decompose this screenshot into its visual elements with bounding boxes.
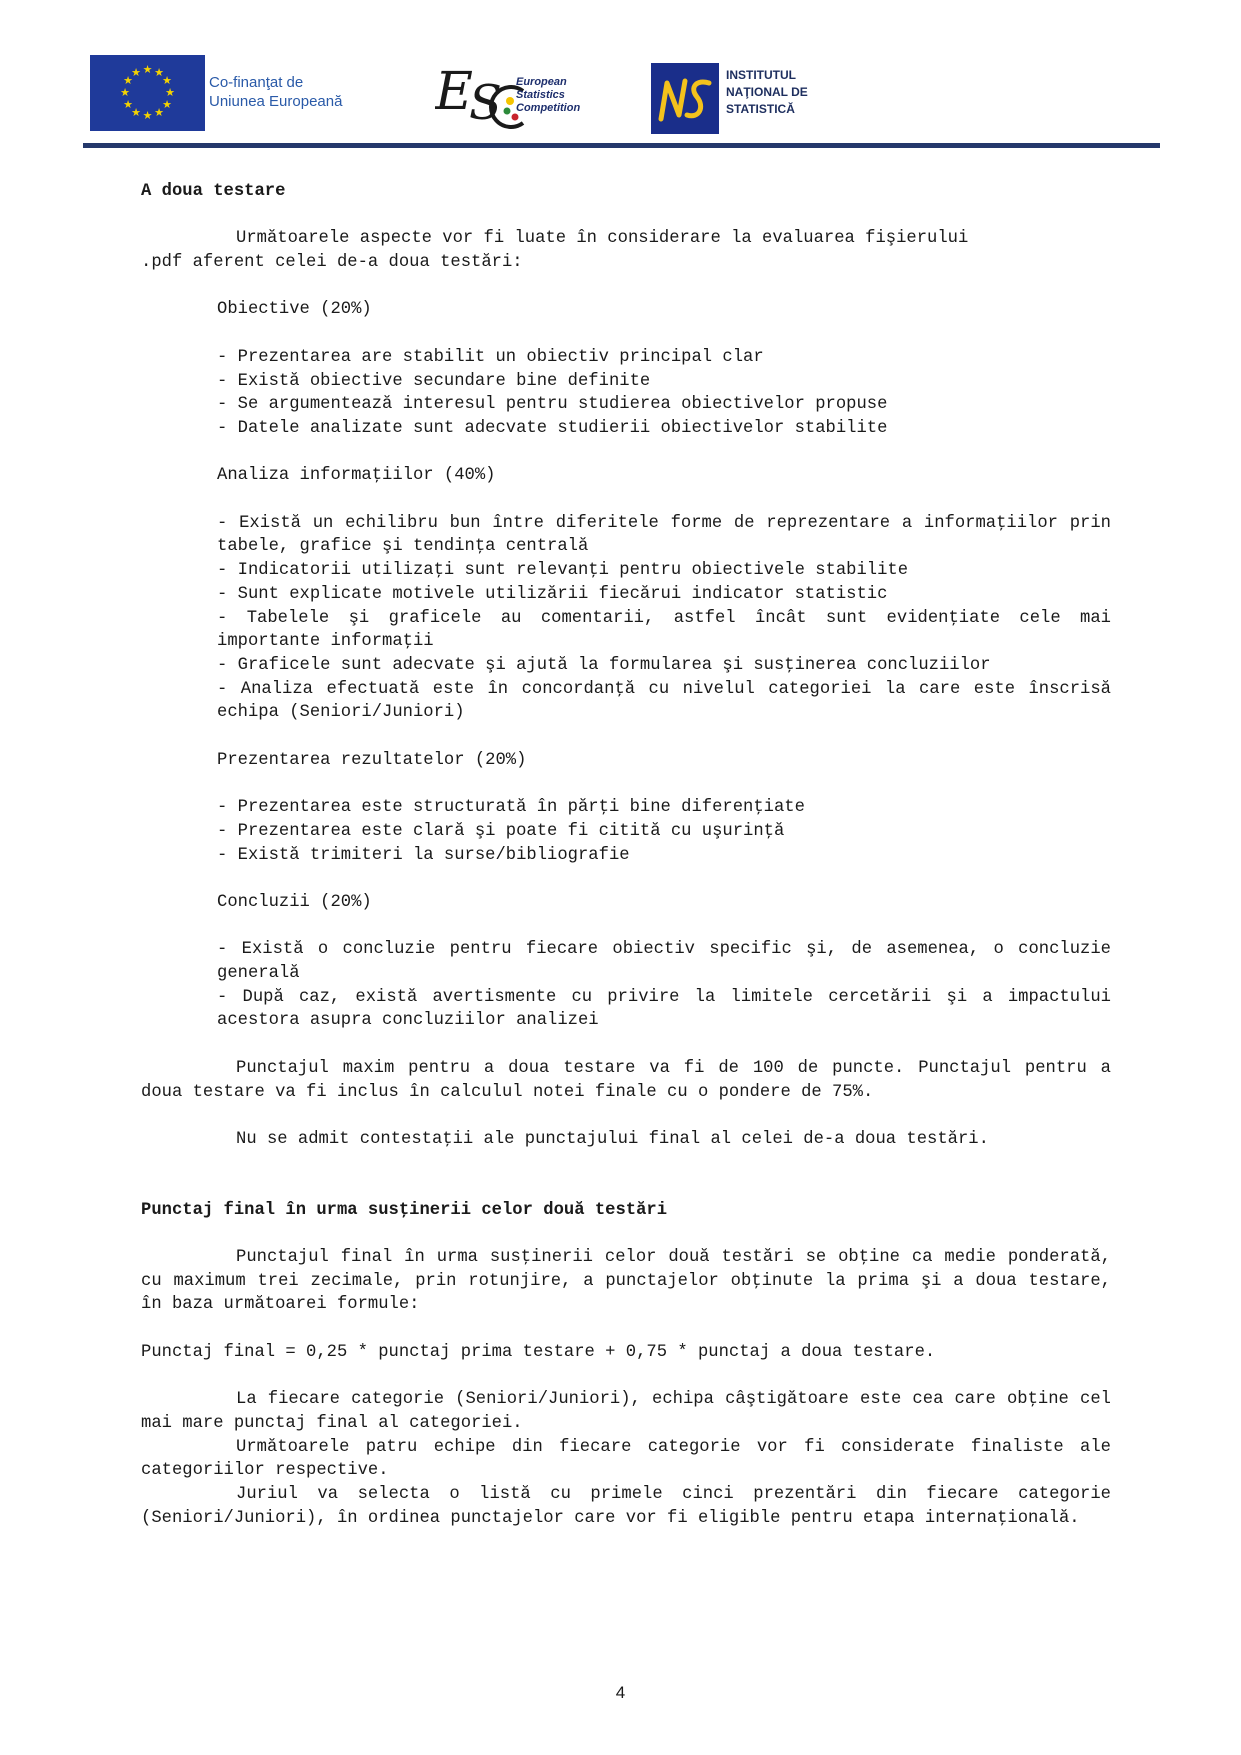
- list-item: - Prezentarea este clară şi poate fi citită cu uşurinţă: [217, 821, 785, 841]
- svg-text:★: ★: [123, 74, 133, 87]
- list-item: - Tabelele şi graficele au comentarii, astfel încât sunt evidenţiate cele mai importante informaţii: [217, 608, 1111, 652]
- svg-text:★: ★: [131, 106, 141, 119]
- esc-caption: [516, 76, 580, 115]
- group-title-objectives: Obiective (20%): [217, 300, 372, 320]
- paragraph-max-score: Punctajul maxim pentru a doua testare va fi de 100 de puncte. Punctajul pentru a doua testare va fi inclus în calculul notei finale cu o pondere de 75%.: [141, 1058, 1111, 1102]
- eu-flag-logo: [90, 55, 205, 131]
- group-title-conclusions: Concluzii (20%): [217, 892, 372, 912]
- svg-text:★: ★: [120, 86, 130, 99]
- list-item: - Sunt explicate motivele utilizării fiecărui indicator statistic: [217, 584, 888, 604]
- document-body: [141, 180, 1111, 1530]
- esc-line2: Statistics: [516, 89, 565, 101]
- list-item: - Graficele sunt adecvate şi ajută la formularea şi susţinerea concluziilor: [217, 655, 991, 675]
- eu-caption-line2: Uniunea Europeană: [209, 93, 343, 110]
- section2-title: Punctaj final în urma susţinerii celor două testări: [141, 1200, 668, 1220]
- list-item: - Indicatorii utilizaţi sunt relevanţi pentru obiectivele stabilite: [217, 561, 909, 581]
- paragraph-jury: Juriul va selecta o listă cu primele cinci prezentări din fiecare categorie (Seniori/Juniori), în ordinea punctajelor care vor fi eligible pentru etapa internaţională.: [141, 1485, 1111, 1528]
- group-title-analysis: Analiza informaţiilor (40%): [217, 466, 496, 486]
- paragraph-finalists: Următoarele patru echipe din fiecare categorie vor fi considerate finaliste ale categoriilor respective.: [141, 1437, 1111, 1481]
- section1-title: A doua testare: [141, 182, 286, 201]
- page-number: 4: [615, 1683, 626, 1702]
- svg-text:S: S: [469, 75, 502, 131]
- svg-text:★: ★: [142, 109, 153, 122]
- svg-text:★: ★: [162, 98, 172, 111]
- paragraph-winner: La fiecare categorie (Seniori/Juniori), echipa câştigătoare este cea care obţine cel mai mare punctaj final al categoriei.: [141, 1390, 1111, 1433]
- svg-text:E: E: [435, 62, 473, 122]
- svg-text:★: ★: [131, 66, 141, 79]
- ins-line1: INSTITUTUL: [726, 68, 796, 82]
- list-item: - Se argumentează interesul pentru studierea obiectivelor propuse: [217, 395, 888, 415]
- svg-text:★: ★: [142, 63, 153, 76]
- list-item: - Există obiective secundare bine definite: [217, 371, 651, 391]
- paragraph-no-appeal: Nu se admit contestaţii ale punctajului final al celei de-a doua testări.: [236, 1129, 989, 1149]
- svg-text:★: ★: [162, 74, 172, 87]
- esc-line1: European: [516, 76, 567, 88]
- list-item: - Există o concluzie pentru fiecare obiectiv specific şi, de asemenea, o concluzie generală: [217, 940, 1111, 984]
- page-header: [83, 55, 1160, 150]
- list-item: - Datele analizate sunt adecvate studierii obiectivelor stabilite: [217, 418, 888, 438]
- list-item: - Analiza efectuată este în concordanţă cu nivelul categoriei la care este înscrisă echipa (Seniori/Juniori): [217, 679, 1111, 723]
- formula: Punctaj final = 0,25 * punctaj prima testare + 0,75 * punctaj a doua testare.: [141, 1342, 936, 1362]
- list-item: - Există un echilibru bun între diferitele forme de reprezentare a informaţiilor prin tabele, grafice şi tendinţa centrală: [217, 513, 1111, 557]
- ins-line2: NAŢIONAL DE: [726, 85, 808, 99]
- list-item: - După caz, există avertismente cu privire la limitele cercetării şi a impactului acestora asupra concluziilor analizei: [217, 987, 1111, 1031]
- svg-text:★: ★: [123, 98, 133, 111]
- esc-line3: Competition: [516, 102, 581, 114]
- ins-logo: [651, 63, 719, 134]
- ins-caption: [726, 67, 808, 118]
- list-item: - Există trimiteri la surse/bibliografie: [217, 845, 630, 865]
- eu-cofinancing-caption: [209, 73, 342, 111]
- ins-line3: STATISTICĂ: [726, 102, 795, 116]
- header-rule: [83, 143, 1160, 148]
- group-title-results: Prezentarea rezultatelor (20%): [217, 750, 527, 770]
- svg-text:★: ★: [165, 86, 175, 99]
- paragraph-final-score-intro: Punctajul final în urma susţinerii celor două testări se obţine ca medie ponderată, cu maximum trei zecimale, prin rotunjire, a punctajelor obţinute la prima şi a doua testare, în baza următoarei formule:: [141, 1248, 1111, 1315]
- list-item: - Prezentarea are stabilit un obiectiv principal clar: [217, 347, 764, 367]
- section1-intro-line1: Următoarele aspecte vor fi luate în considerare la evaluarea fişierului: [236, 229, 969, 249]
- svg-text:★: ★: [154, 106, 164, 119]
- list-item: - Prezentarea este structurată în părţi bine diferenţiate: [217, 798, 805, 818]
- svg-text:★: ★: [154, 66, 164, 79]
- section1-intro-line2: .pdf aferent celei de-a doua testări:: [141, 253, 523, 273]
- eu-caption-line1: Co-finanţat de: [209, 74, 304, 91]
